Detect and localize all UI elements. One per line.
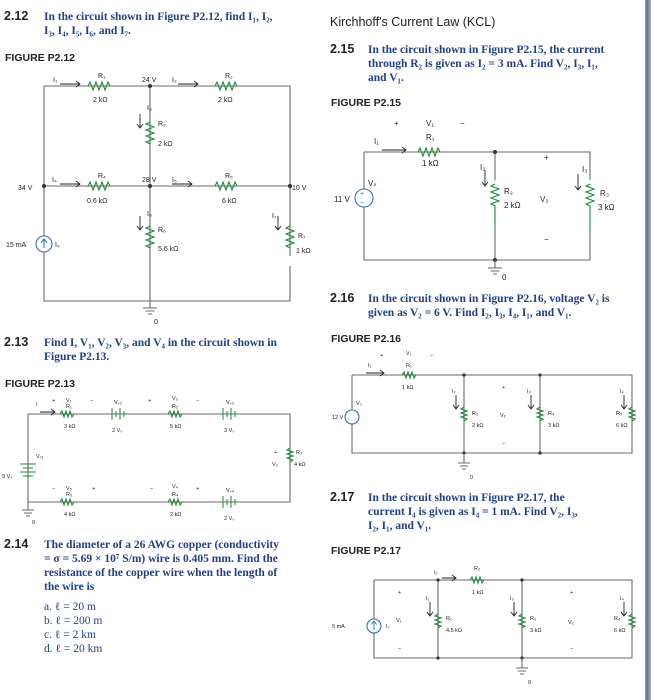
p212-label-r6-value: 5.6 kΩ (158, 246, 179, 253)
p213-label-r5-value: 4 kΩ (64, 512, 76, 518)
p213-label-vs3: Vₛ₃ (226, 400, 234, 406)
p212-label-ground: 0 (154, 319, 158, 326)
problem-2-12-text-line1: In the circuit shown in Figure P2.12, find I₁, I₂, (44, 11, 273, 23)
p216-label-v1: V₁ (406, 351, 412, 357)
problem-number-2-15: 2.15 (330, 42, 355, 56)
p213-label-v2: V₂ (172, 396, 178, 402)
figure-label-p2-12: FIGURE P2.12 (5, 52, 76, 64)
p212-label-i5: I₅ (172, 177, 177, 184)
p215-source-plus: + (360, 191, 365, 198)
problem-2-13-text-line2: Figure P2.13. (44, 351, 110, 363)
p216-label-v2-minus: − (502, 441, 506, 447)
p212-label-i1: I₁ (53, 77, 58, 84)
p217-label-r1: R₁ (446, 616, 452, 622)
circuit-figure-p2-15 (330, 110, 645, 290)
p212-label-r4: R₄ (98, 173, 106, 180)
p213-label-plus-a: + (52, 398, 56, 404)
p213-label-vs4: Vₛ₄ (226, 488, 234, 494)
p215-label-source: 11 V (334, 195, 350, 204)
p217-label-v1-minus: − (398, 646, 402, 652)
p216-label-minus: − (430, 353, 434, 359)
p216-label-r3-value: 2 kΩ (472, 423, 484, 429)
p215-label-v2-minus: − (544, 235, 549, 244)
p212-label-r2-value: 2 kΩ (218, 97, 233, 104)
p215-label-i2: I₂ (480, 163, 486, 172)
p217-label-source: 5 mA (332, 624, 345, 630)
p213-label-plus-e: + (196, 486, 200, 492)
p216-label-r4-value: 3 kΩ (548, 423, 560, 429)
figure-label-p2-15: FIGURE P2.15 (331, 97, 402, 109)
problem-2-16-text-line1: In the circuit shown in Figure P2.16, voltage V₂ is (368, 293, 610, 305)
p213-label-vs2-value: 2 Vₛ (112, 428, 123, 434)
p215-label-minus: − (460, 119, 465, 128)
p213-label-r3-value: 4 kΩ (294, 462, 306, 468)
p215-label-r3: R₃ (600, 189, 610, 198)
p215-label-v2-plus: + (544, 153, 549, 162)
p217-label-r4-value: 6 kΩ (614, 628, 626, 634)
circuit-figure-p2-13 (0, 392, 320, 532)
p217-label-i1: I₁ (426, 596, 430, 602)
p216-label-v2-plus: + (502, 385, 506, 391)
p213-label-minus-b: − (196, 398, 200, 404)
p213-label-vs4-value: 2 Vₛ (224, 516, 235, 522)
p216-label-i2: I₂ (452, 389, 456, 395)
p216-label-plus: + (380, 353, 384, 359)
p217-label-r1-value: 4.5 kΩ (446, 628, 463, 634)
p212-label-r7-value: 1 kΩ (296, 248, 311, 255)
p212-label-r5: R₅ (225, 173, 233, 180)
p216-label-r5: R₅ (616, 411, 623, 417)
p213-label-r5: R₅ (66, 492, 73, 498)
p215-label-ground: 0 (502, 273, 507, 282)
p216-label-r5-value: 6 kΩ (616, 423, 628, 429)
p212-label-r5-value: 6 kΩ (222, 198, 237, 205)
problem-number-2-14: 2.14 (4, 537, 29, 551)
p213-label-vs2: Vₛ₂ (114, 400, 122, 406)
p217-label-v2: V₂ (568, 620, 574, 626)
p213-label-ground: 0 (32, 520, 36, 526)
problem-2-17-text-line1: In the circuit shown in Figure P2.17, the (368, 492, 565, 504)
p216-label-i3: I₃ (527, 389, 531, 395)
p213-label-r1-value: 3 kΩ (64, 424, 76, 430)
problem-2-14-text-line4: the wire is (44, 581, 95, 593)
p213-label-r4-value: 2 kΩ (170, 512, 182, 518)
problem-2-14-text-line2: = σ = 5.69 × 10⁷ S/m) wire is 0.405 mm. Find the (44, 553, 278, 565)
p213-label-plus-c: + (274, 450, 278, 456)
problem-2-14-text-line1: The diameter of a 26 AWG copper (conductivity (44, 539, 279, 551)
p212-label-r4-value: 0.6 kΩ (87, 198, 108, 205)
problem-2-12-text-line2: I₃, I₄, I₅, I₆, and I₇. (44, 25, 131, 37)
p212-label-i6: I₆ (147, 211, 152, 218)
p212-label-i7: I₇ (272, 213, 277, 220)
p216-label-vs: Vₛ (356, 401, 362, 407)
p217-label-r2: R₂ (474, 566, 481, 572)
p213-label-r1: R₁ (66, 404, 72, 410)
p213-label-r2-value: 5 kΩ (170, 424, 182, 430)
p216-label-r3: R₃ (472, 411, 479, 417)
problem-2-15-text-line3: and V₁. (368, 72, 404, 84)
p212-label-r6: R₆ (158, 227, 166, 234)
p213-label-vs3-value: 3 Vₛ (224, 428, 235, 434)
problem-number-2-13: 2.13 (4, 335, 29, 349)
p212-label-34v: 34 V (18, 185, 33, 192)
p215-label-r1: R₁ (426, 133, 435, 142)
p215-label-r2: R₂ (504, 187, 513, 196)
circuit-figure-p2-12 (0, 66, 320, 326)
p217-label-v2-plus: + (570, 590, 574, 596)
p213-label-r4: R₄ (172, 492, 179, 498)
p215-label-vs: Vₛ (368, 179, 377, 188)
p217-label-i2: I₂ (434, 570, 438, 576)
p212-label-r2: R₂ (225, 73, 233, 80)
problem-2-14-item-c: c. ℓ = 2 km (44, 629, 96, 641)
problem-number-2-12: 2.12 (4, 9, 29, 23)
problem-2-15-text-line2: through R₂ is given as I₂ = 3 mA. Find V₂, I₃, I₁, (368, 58, 598, 70)
problem-number-2-17: 2.17 (330, 490, 355, 504)
problem-2-14-item-d: d. ℓ = 20 km (44, 643, 103, 655)
p217-label-r2-value: 1 kΩ (472, 590, 484, 596)
p216-label-r1: R₁ (406, 363, 412, 369)
p212-label-r1: R₁ (98, 73, 106, 80)
p212-label-source: 15 mA (6, 242, 27, 249)
p215-label-plus: + (394, 119, 399, 128)
page-edge-strip (645, 0, 651, 700)
p213-label-i: I (36, 402, 38, 408)
p216-label-source: 12 V (332, 415, 344, 421)
p217-label-v1: V₁ (396, 618, 402, 624)
p213-label-minus-e: − (150, 486, 154, 492)
p215-label-v1: V₁ (426, 119, 435, 128)
p216-label-ground: 0 (470, 475, 474, 481)
p212-label-28v: 28 V (142, 177, 157, 184)
p217-label-i3: I₃ (510, 596, 514, 602)
problem-2-15-text-line1: In the circuit shown in Figure P2.15, the current (368, 44, 605, 56)
p213-label-minus-a: − (90, 398, 94, 404)
problem-number-2-16: 2.16 (330, 291, 355, 305)
p215-label-r2-value: 2 kΩ (504, 201, 521, 210)
p217-label-ground: 0 (528, 680, 532, 686)
p213-label-v5: V₅ (66, 486, 72, 492)
p216-label-i4: I₄ (620, 389, 624, 395)
p215-label-v2: V₂ (540, 195, 549, 204)
circuit-figure-p2-16 (330, 345, 645, 485)
p212-label-i4: I₄ (52, 177, 57, 184)
p217-label-r3: R₃ (530, 616, 537, 622)
problem-2-17-text-line2: current I₄ is given as I₄ = 1 mA. Find V₂, I₃, (368, 506, 578, 518)
p212-label-r3-value: 2 kΩ (158, 141, 173, 148)
p212-label-r1-value: 2 kΩ (93, 97, 108, 104)
p213-label-minus-d: − (52, 486, 56, 492)
figure-label-p2-17: FIGURE P2.17 (331, 545, 402, 557)
p215-label-r1-value: 1 kΩ (422, 159, 439, 168)
p212-label-i2: I₂ (172, 77, 177, 84)
p213-label-v1: V₁ (66, 398, 72, 404)
p212-label-r7: R₇ (298, 233, 306, 240)
p215-label-i3: I₃ (582, 165, 588, 174)
p217-label-is: Iₛ (386, 624, 390, 630)
p217-label-i4: I₄ (620, 596, 624, 602)
p216-label-r1-value: 1 kΩ (402, 385, 414, 391)
problem-2-17-text-line3: I₂, I₁, and V₁. (368, 520, 432, 532)
p213-label-plus-d: + (92, 486, 96, 492)
problem-2-14-item-b: b. ℓ = 200 m (44, 615, 103, 627)
p212-label-i3: I₃ (147, 105, 152, 112)
p216-label-r4: R₄ (548, 411, 555, 417)
p212-label-10v: 10 V (292, 185, 307, 192)
p216-label-i1: I₁ (368, 363, 372, 369)
p212-label-r3: R₃ (158, 121, 166, 128)
p217-label-v1-plus: + (398, 590, 402, 596)
p213-label-vs-left: 9 Vₛ (2, 474, 13, 480)
problem-2-14-text-line3: resistance of the copper wire when the length of (44, 567, 278, 579)
problem-2-16-text-line2: given as V₂ = 6 V. Find I₂, I₃, I₄, I₁, and V₁. (368, 307, 572, 319)
p213-label-vs1: Vₛ₁ (36, 454, 44, 460)
p213-label-r2: R₂ (172, 404, 179, 410)
p215-label-i1: I₁ (374, 137, 379, 146)
p217-label-r3-value: 3 kΩ (530, 628, 542, 634)
p213-label-plus-b: + (148, 398, 152, 404)
problem-2-13-text-line1: Find I, V₁, V₂, V₃, and V₄ in the circuit shown in (44, 337, 277, 349)
problem-2-14-item-a: a. ℓ = 20 m (44, 601, 96, 613)
p215-source-minus: − (360, 200, 365, 207)
p213-label-v3: V₃ (272, 462, 278, 468)
p212-label-is: Iₛ (55, 242, 60, 249)
section-heading-kcl: Kirchhoff's Current Law (KCL) (330, 15, 496, 29)
p217-label-r4: R₄ (614, 616, 621, 622)
p212-label-24v: 24 V (142, 77, 157, 84)
circuit-figure-p2-17 (330, 558, 645, 698)
figure-label-p2-13: FIGURE P2.13 (5, 378, 76, 390)
p216-label-v2: V₂ (500, 413, 506, 419)
p215-label-r3-value: 3 kΩ (598, 203, 615, 212)
p213-label-r3: R₃ (296, 450, 303, 456)
p217-label-v2-minus: − (570, 646, 574, 652)
figure-label-p2-16: FIGURE P2.16 (331, 333, 402, 345)
p213-label-v4: V₄ (172, 484, 178, 490)
